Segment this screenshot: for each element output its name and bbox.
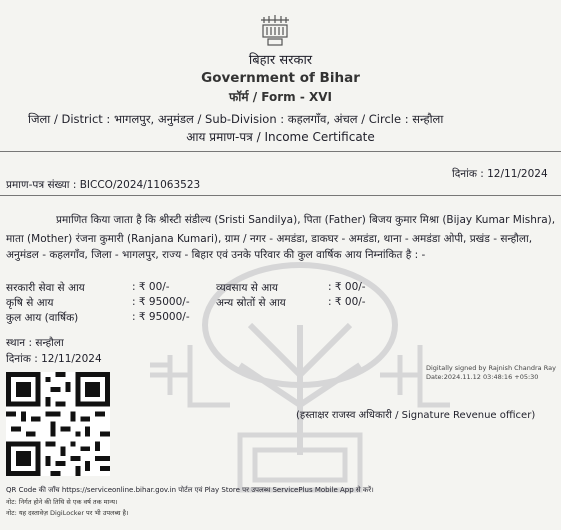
total-income-label: कुल आय (वार्षिक) (6, 312, 79, 324)
body-line: अनुमंडल - कहलगाँव, जिला - भागलपुर, राज्य - बिहार एवं उनके परिवार की कुल वार्षिक आय निम्नांकित है : - (6, 249, 426, 261)
issue-date: दिनांक : 12/11/2024 (452, 168, 548, 180)
body-line: माता (Mother) रंजना कुमारी (Ranjana Kumari), ग्राम / नगर - अमडंडा, डाकघर - अमडंडा, थाना - अमडंडा ओपी, प्रखंड - सन्हौला, (6, 233, 533, 245)
govt-income-label: सरकारी सेवा से आय (6, 282, 85, 294)
location-line: जिला / District : भागलपुर, अनुमंडल / Sub-Division : कहलगाँव, अंचल / Circle : सन्हौला (28, 112, 444, 126)
digital-signature-name: Digitally signed by Rajnish Chandra Ray (426, 364, 556, 372)
form-number: फॉर्म / Form - XVI (229, 90, 332, 104)
business-income-label: व्यवसाय से आय (216, 282, 279, 294)
business-income-value: : ₹ 00/- (328, 281, 366, 293)
digital-signature-date: Date:2024.11.12 03:48:16 +05:30 (426, 373, 539, 381)
body-line: प्रमाणित किया जाता है कि श्रीस्टी संडील्य (Sristi Sandilya), पिता (Father) बिजय कुमार मिश्रा (Bijay Kumar Mishra), (56, 214, 556, 226)
other-income-value: : ₹ 00/- (328, 296, 366, 308)
govt-income-value: : ₹ 00/- (132, 281, 170, 293)
header-title-english: Government of Bihar (201, 70, 360, 86)
footer-verification-note: QR Code की जाँच https://serviceonline.bihar.gov.in पोर्टल एवं Play Store पर उपलब्ध ServicePlus Mobile App से करें। (6, 486, 374, 494)
signatory-label: (हस्ताक्षर राजस्व अधिकारी / Signature Revenue officer) (296, 410, 536, 421)
qr-code[interactable] (6, 372, 110, 476)
footer-digilocker-note: नोट: यह दस्तावेज़ DigiLocker पर भी उपलब्ध है। (6, 509, 129, 517)
place: स्थान : सन्हौला (6, 337, 64, 349)
tree-watermark-icon (150, 255, 450, 505)
agri-income-label: कृषि से आय (6, 297, 54, 309)
certificate-title: आय प्रमाण-पत्र / Income Certificate (186, 130, 375, 144)
total-income-value: : ₹ 95000/- (132, 311, 190, 323)
divider (0, 195, 561, 196)
bihar-emblem-icon (251, 14, 299, 48)
header-title-hindi: बिहार सरकार (248, 53, 313, 68)
digital-signature (426, 364, 561, 382)
sign-date: दिनांक : 12/11/2024 (6, 353, 102, 365)
footer-validity-note: नोट: निर्गत होने की तिथि से एक वर्ष तक मान्य। (6, 498, 118, 506)
other-income-label: अन्य स्रोतों से आय (216, 297, 286, 309)
certificate-number: प्रमाण-पत्र संख्या : BICCO/2024/11063523 (6, 179, 201, 191)
agri-income-value: : ₹ 95000/- (132, 296, 190, 308)
divider (0, 151, 561, 152)
